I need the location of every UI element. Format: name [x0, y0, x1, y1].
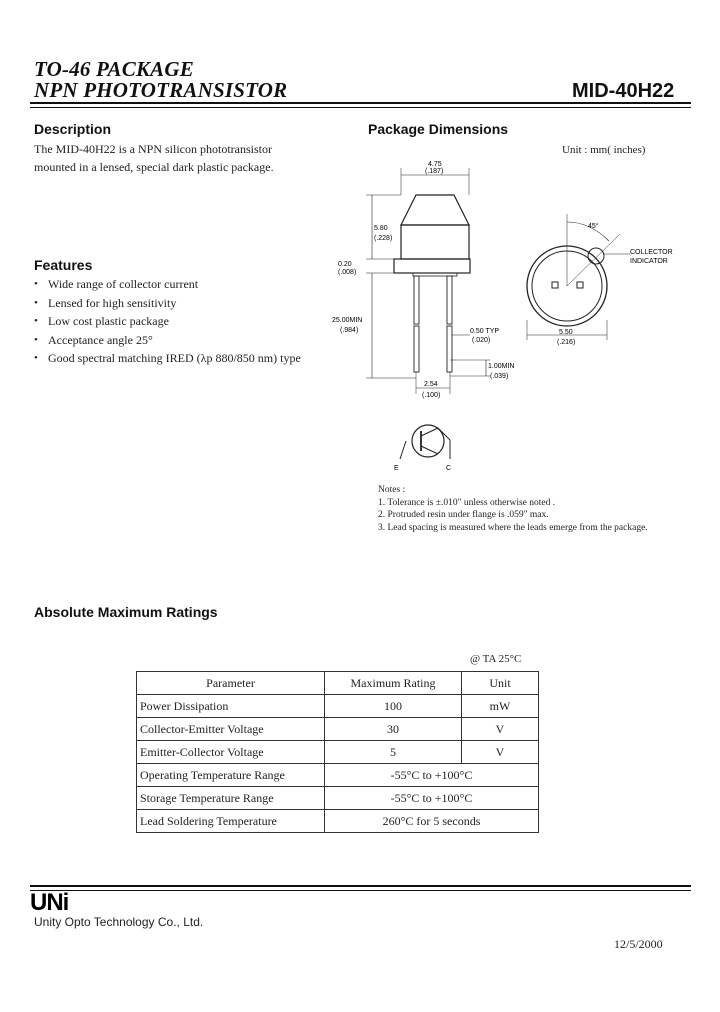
feature-item: • Lensed for high sensitivity [34, 294, 301, 313]
feature-item: • Good spectral matching IRED (λp 880/850 nm) type [34, 349, 301, 368]
title-line-1: TO-46 PACKAGE [34, 57, 194, 81]
note-item: 3. Lead spacing is measured where the leads emerge from the package. [378, 522, 648, 533]
notes-block [378, 484, 648, 534]
features-heading: Features [34, 257, 93, 273]
table-row [137, 695, 539, 718]
dim-lead-length: 25.00MIN [332, 317, 363, 324]
table-row [137, 718, 539, 741]
company-logo: UNi [30, 889, 69, 916]
column-header: Maximum Rating [325, 672, 462, 695]
table-row [137, 741, 539, 764]
param-cell: Operating Temperature Range [137, 764, 325, 787]
value-cell: 30 [325, 718, 462, 741]
value-cell: -55°C to +100°C [325, 764, 539, 787]
description-text: The MID-40H22 is a NPN silicon phototransistor mounted in a lensed, special dark plastic package. [34, 142, 274, 174]
dim-spacing: 2.54 [424, 381, 438, 388]
param-cell: Collector-Emitter Voltage [137, 718, 325, 741]
note-item: 1. Tolerance is ±.010" unless otherwise noted . [378, 497, 556, 508]
notes-title: Notes : [378, 485, 406, 495]
value-cell: 5 [325, 741, 462, 764]
table-header-row [137, 672, 539, 695]
dim-top-width-in: (.187) [425, 168, 444, 175]
dim-dia-in: (.216) [557, 339, 576, 346]
note-item: 2. Protruded resin under flange is .059" max. [378, 510, 549, 520]
ratings-heading: Absolute Maximum Ratings [34, 604, 218, 620]
package-heading: Package Dimensions [368, 121, 509, 137]
part-number: MID-40H22 [572, 80, 675, 102]
document-date: 12/5/2000 [614, 937, 663, 951]
feature-item: • Wide range of collector current [34, 275, 301, 294]
description-heading: Description [34, 121, 112, 137]
collector-indicator-2: INDICATOR [630, 258, 668, 265]
header-rule-thick [30, 102, 691, 104]
value-cell: -55°C to +100°C [325, 787, 539, 810]
dim-angle: 45° [588, 223, 599, 230]
dim-flange: 0.20 [338, 261, 352, 268]
ratings-condition: @ TA 25°C [470, 653, 522, 665]
feature-item: • Acceptance angle 25° [34, 331, 301, 350]
header-rule-thin [30, 107, 691, 108]
features-list [34, 275, 301, 368]
dim-top-width: 4.75 [428, 161, 442, 168]
table-row [137, 810, 539, 833]
value-cell: 260°C for 5 seconds [325, 810, 539, 833]
column-header: Parameter [137, 672, 325, 695]
unit-label: Unit : mm( inches) [562, 144, 646, 156]
collector-indicator-1: COLLECTOR [630, 249, 673, 256]
unit-cell: V [462, 718, 539, 741]
dim-lead-sq-in: (.020) [472, 337, 491, 344]
title-line-2: NPN PHOTOTRANSISTOR [34, 78, 288, 102]
unit-cell: V [462, 741, 539, 764]
company-name: Unity Opto Technology Co., Ltd. [34, 915, 204, 929]
param-cell: Power Dissipation [137, 695, 325, 718]
table-row [137, 787, 539, 810]
dim-dia: 5.50 [559, 329, 573, 336]
param-cell: Emitter-Collector Voltage [137, 741, 325, 764]
pin-emitter: E [394, 465, 399, 472]
footer-rule-thick [30, 885, 691, 887]
dim-lead-min-in: (.039) [490, 373, 509, 380]
unit-cell: mW [462, 695, 539, 718]
dim-spacing-in: (.100) [422, 392, 441, 399]
ratings-table [136, 671, 539, 833]
dim-body-height: 5.80 [374, 225, 388, 232]
package-drawing [330, 150, 700, 480]
dim-lead-sq: 0.50 TYP [470, 328, 500, 335]
param-cell: Storage Temperature Range [137, 787, 325, 810]
footer-rule-thin [30, 890, 691, 891]
param-cell: Lead Soldering Temperature [137, 810, 325, 833]
dim-body-height-in: (.228) [374, 235, 393, 242]
value-cell: 100 [325, 695, 462, 718]
dim-lead-min: 1.00MIN [488, 363, 515, 370]
dim-lead-length-in: (.984) [340, 327, 359, 334]
dim-flange-in: (.008) [338, 269, 357, 276]
feature-item: • Low cost plastic package [34, 312, 301, 331]
pin-collector: C [446, 465, 452, 472]
column-header: Unit [462, 672, 539, 695]
table-row [137, 764, 539, 787]
